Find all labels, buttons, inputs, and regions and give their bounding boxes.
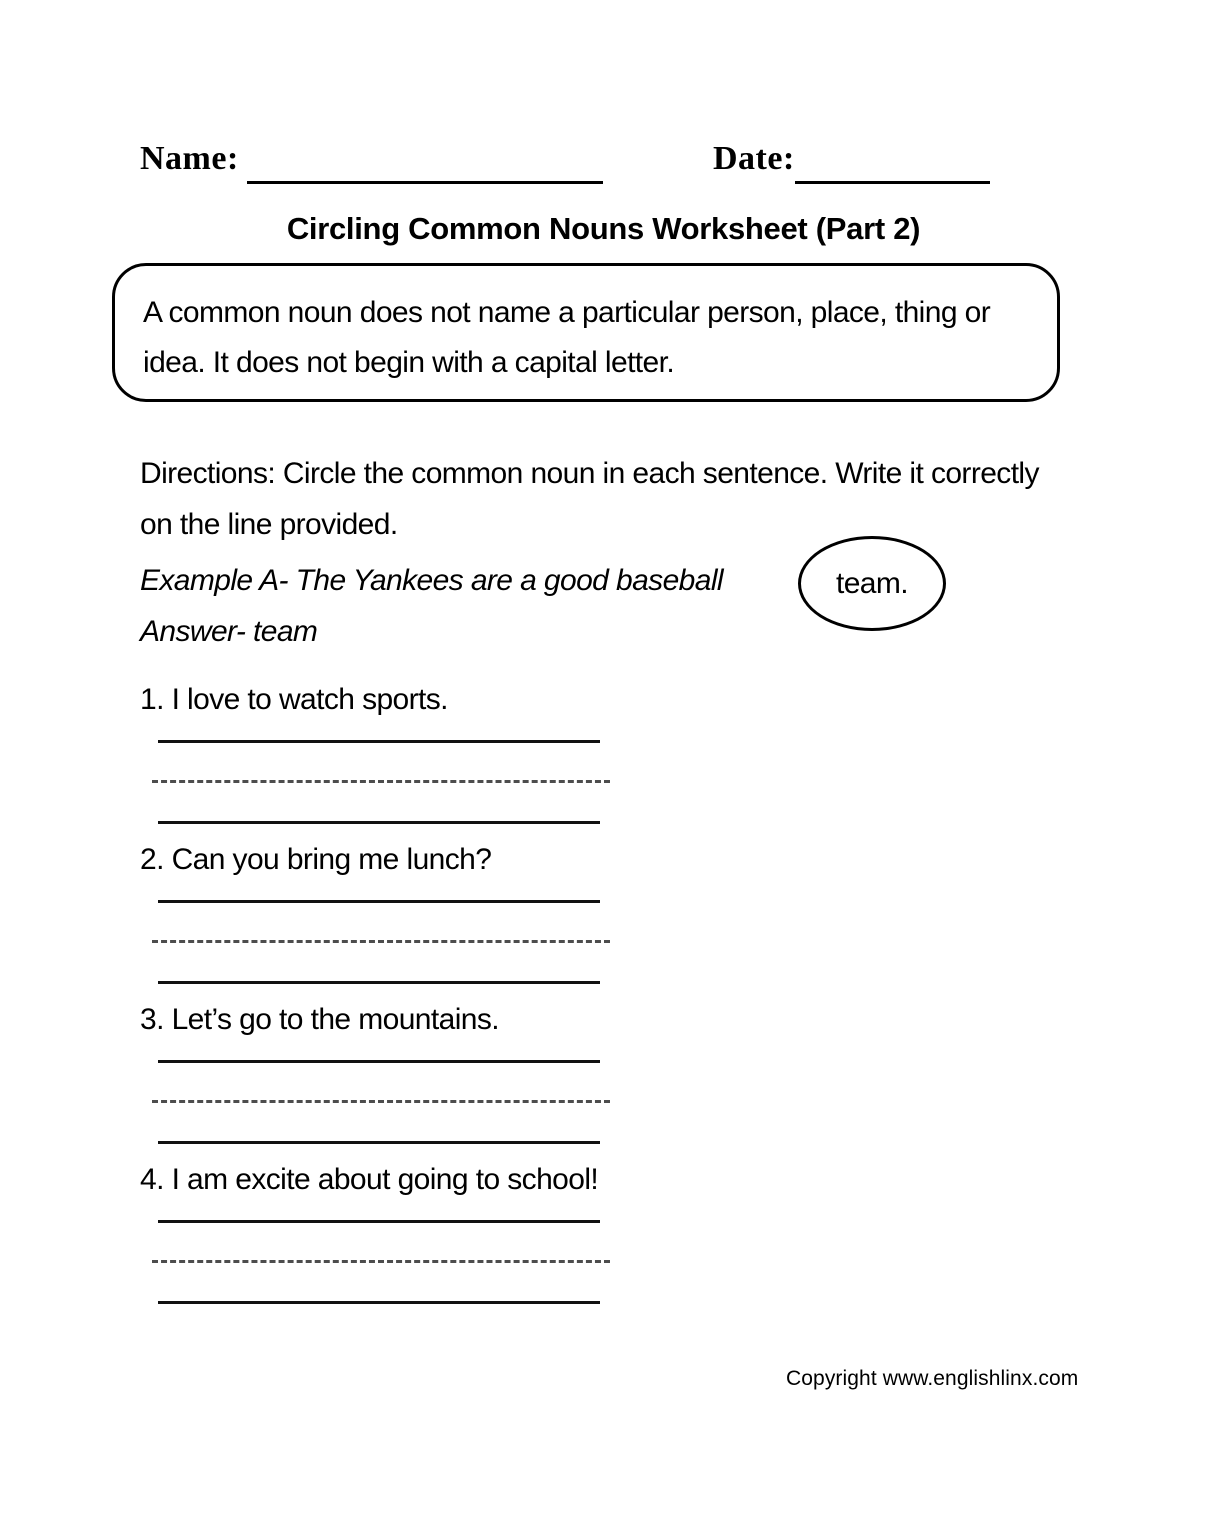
- directions-text: Directions: Circle the common noun in each sentence. Write it correctly on the line provided.: [140, 457, 1039, 541]
- example-answer-text: Answer- team: [140, 615, 318, 648]
- answer-line-solid-top: [158, 1220, 600, 1223]
- worksheet-title: Circling Common Nouns Worksheet (Part 2): [286, 211, 921, 246]
- example-sentence: Example A- The Yankees are a good baseball: [140, 564, 723, 597]
- example-answer-circle: [798, 536, 946, 631]
- answer-line-dashed-middle: [152, 940, 610, 943]
- answer-line-solid-bottom: [158, 981, 600, 984]
- question-item: [140, 843, 620, 1003]
- answer-line-solid-bottom: [158, 821, 600, 824]
- example-circled-word: team.: [835, 566, 909, 600]
- question-number: 4.: [140, 1163, 164, 1196]
- question-text: [140, 683, 448, 717]
- date-label: Date:: [713, 140, 795, 177]
- question-number: 2.: [140, 843, 164, 876]
- name-label: Name:: [140, 140, 239, 177]
- question-sentence: Can you bring me lunch?: [171, 843, 492, 876]
- definition-text: A common noun does not name a particular person, place, thing or idea. It does not begin with a capital letter.: [143, 296, 991, 379]
- question-item: [140, 683, 620, 843]
- question-number: 3.: [140, 1003, 164, 1036]
- question-item: [140, 1003, 620, 1163]
- question-text: [140, 1003, 499, 1037]
- answer-line-dashed-middle: [152, 780, 610, 783]
- copyright-text: Copyright www.englishlinx.com: [786, 1367, 1079, 1390]
- question-sentence: I am excite about going to school!: [171, 1163, 599, 1196]
- answer-line-solid-bottom: [158, 1301, 600, 1304]
- name-blank-line: [247, 181, 603, 184]
- date-blank-line: [795, 181, 990, 184]
- question-item: [140, 1163, 620, 1323]
- answer-line-solid-top: [158, 740, 600, 743]
- answer-line-dashed-middle: [152, 1100, 610, 1103]
- answer-line-dashed-middle: [152, 1260, 610, 1263]
- definition-box: [112, 263, 1060, 402]
- question-number: 1.: [140, 683, 164, 716]
- question-sentence: I love to watch sports.: [171, 683, 448, 716]
- answer-line-solid-bottom: [158, 1141, 600, 1144]
- answer-line-solid-top: [158, 1060, 600, 1063]
- answer-line-solid-top: [158, 900, 600, 903]
- question-text: [140, 1163, 598, 1197]
- question-sentence: Let’s go to the mountains.: [171, 1003, 499, 1036]
- question-text: [140, 843, 491, 877]
